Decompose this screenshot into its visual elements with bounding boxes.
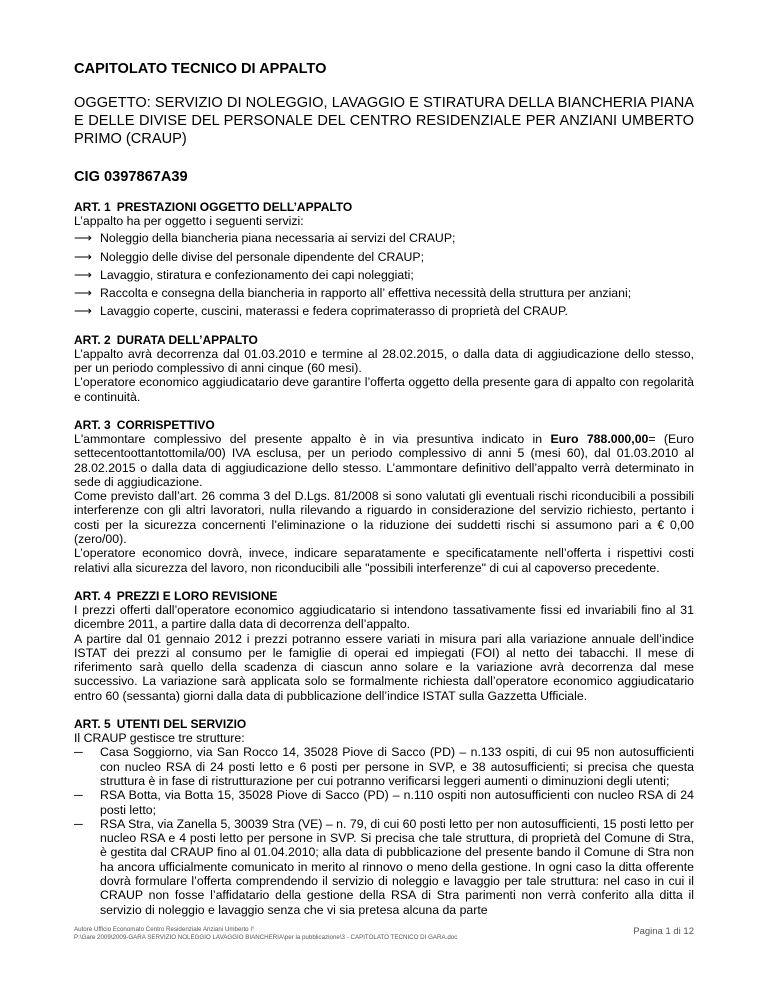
article-5-list [74, 745, 694, 917]
paragraph: L'ammontare complessivo del presente appalto è in via presuntiva indicato in Euro 788.000,00= (Euro settecentoottantottomila/00) IVA esclusa, per un periodo complessivo di anni 5 (mesi 60), dal 01.03.2010 al 28.02.2015 o dalla data di aggiudicazione dello stesso. L’ammontare definitivo dell’appalto verrà determinato in sede di aggiudicazione. [74, 431, 694, 489]
list-item: ─ RSA Stra, via Zanella 5, 30039 Stra (VE) – n. 79, di cui 60 posti letto per non autosufficienti, 15 posti letto per nucleo RSA e 4 posti letto per persone in SVP. Si precisa che tale struttura, di proprietà del Comune di Stra, è gestita dal CRAUP fino al 01.04.2010; alla data di pubblicazione del presente bando il Comune di Stra non ha ancora ufficialmente comunicato in merito al rinnovo o meno della gestione. In ogni caso la ditta offerente dovrà formulare l’offerta comprendendo il servizio di noleggio e lavaggio per tale struttura: nel caso in cui il CRAUP non fosse l’affidatario della gestione della RSA di Stra parimenti non verrà conferito alla ditta il servizio di noleggio e lavaggio senza che vi sia pretesa alcuna da parte [74, 816, 694, 917]
list-item: ⟶ Lavaggio, stiratura e confezionamento dei capi noleggiati; [74, 267, 414, 282]
article-title: CORRISPETTIVO [116, 417, 215, 432]
article-4-heading [74, 589, 694, 603]
paragraph: L’appalto avrà decorrenza dal 01.03.2010 e termine al 28.02.2015, o dalla data di aggiudicazione dello stesso, per un periodo complessivo di anni cinque (60 mesi). [74, 346, 694, 376]
arrow-icon: ⟶ [74, 231, 92, 246]
article-number: ART. 2 [74, 332, 111, 347]
page-footer [74, 926, 694, 942]
article-title: DURATA DELL’APPALTO [116, 332, 258, 347]
article-number: ART. 5 [74, 717, 111, 732]
article-2 [74, 333, 694, 404]
list-item: ⟶ Lavaggio coperte, cuscini, materassi e federa coprimaterasso di proprietà del CRAUP. [74, 304, 568, 319]
dash-icon: ─ [74, 816, 83, 831]
article-1 [74, 200, 694, 319]
arrow-icon: ⟶ [74, 304, 92, 319]
article-1-list [74, 231, 694, 318]
list-item: ─ RSA Botta, via Botta 15, 35028 Piove di Sacco (PD) – n.110 ospiti non autosufficienti con nucleo RSA di 24 posti letto; [74, 788, 694, 817]
document-subject: OGGETTO: SERVIZIO DI NOLEGGIO, LAVAGGIO E STIRATURA DELLA BIANCHERIA PIANA E DELLE DIVISE DEL PERSONALE DEL CENTRO RESIDENZIALE PER ANZIANI UMBERTO PRIMO (CRAUP) [74, 95, 694, 147]
footer-file-path: P:\Gare 2009\2009-GARA SERVIZIO NOLEGGIO LAVAGGIO BIANCHERIA\per la pubblicazione\3 - CAPITOLATO TECNICO DI GARA.doc [74, 934, 458, 941]
document-page [74, 60, 694, 917]
article-1-intro: L’appalto ha per oggetto i seguenti servizi: [74, 214, 304, 228]
arrow-icon: ⟶ [74, 267, 92, 282]
dash-icon: ─ [74, 745, 83, 760]
arrow-icon: ⟶ [74, 286, 92, 301]
paragraph: A partire dal 01 gennaio 2012 i prezzi potranno essere variati in misura pari alla variazione annuale dell’indice ISTAT dei prezzi al consumo per le famiglie di operai ed impiegati (FOI) al netto dei tabacchi. Il mese di riferimento sarà quello della scadenza di ciascun anno solare e la variazione avrà decorrenza dal mese successivo. La variazione sarà applicata solo se formalmente richiesta dall’operatore economico aggiudicatario entro 60 (sessanta) giorni dalla data di pubblicazione dell’indice ISTAT sulla Gazzetta Ufficiale. [74, 631, 694, 703]
paragraph: Come previsto dall’art. 26 comma 3 del D.Lgs. 81/2008 si sono valutati gli eventuali rischi riconducibili a possibili interferenze con gli altri lavoratori, nulla rilevando a riguardo in considerazione del servizio richiesto, pertanto i costi per la sicurezza concernenti l’eliminazione o la riduzione dei suddetti rischi si assumono pari a € 0,00 (zero/00). [74, 489, 694, 547]
page-number: Pagina 1 di 12 [633, 926, 694, 937]
paragraph: I prezzi offerti dall’operatore economico aggiudicatario si intendono tassativamente fissi ed invariabili fino al 31 dicembre 2011, a partire dalla data di decorrenza dell’appalto. [74, 602, 694, 632]
amount: Euro 788.000,00 [550, 431, 649, 446]
paragraph: L’operatore economico aggiudicatario deve garantire l’offerta oggetto della presente gara di appalto con regolarità e continuità. [74, 375, 694, 404]
article-5 [74, 717, 694, 917]
article-3 [74, 418, 694, 575]
dash-icon: ─ [74, 788, 83, 803]
article-number: ART. 4 [74, 588, 111, 603]
paragraph: L’operatore economico dovrà, invece, indicare separatamente e specificatamente nell’offerta i rispettivi costi relativi alla sicurezza del lavoro, non riconducibili alle "possibili interferenze" di cui al capoverso precedente. [74, 546, 694, 575]
article-number: ART. 3 [74, 417, 111, 432]
article-2-heading [74, 333, 694, 347]
article-5-heading [74, 717, 694, 731]
document-title: CAPITOLATO TECNICO DI APPALTO [74, 61, 327, 77]
cig-code: CIG 0397867A39 [74, 169, 188, 185]
article-title: UTENTI DEL SERVIZIO [116, 717, 247, 732]
list-item: ⟶ Noleggio delle divise del personale dipendente del CRAUP; [74, 249, 425, 264]
list-item: ⟶ Raccolta e consegna della biancheria in rapporto all’ effettiva necessità della struttura per anziani; [74, 286, 632, 301]
article-4 [74, 589, 694, 703]
article-number: ART. 1 [74, 200, 111, 214]
article-3-heading [74, 418, 694, 432]
arrow-icon: ⟶ [74, 249, 92, 264]
article-title: PRESTAZIONI OGGETTO DELL’APPALTO [116, 200, 353, 214]
footer-author: Autore Ufficio Economato Centro Residenziale Anziani Umberto I° [74, 926, 255, 933]
article-1-heading [74, 200, 694, 214]
list-item: ─ Casa Soggiorno, via San Rocco 14, 35028 Piove di Sacco (PD) – n.133 ospiti, di cui 95 non autosufficienti con nucleo RSA di 24 posti letto e 6 posti per persone in SVP, e 38 autosufficienti; si precisa che questa struttura è in fase di ristrutturazione per cui potranno verificarsi leggeri aumenti o diminuzioni degli utenti; [74, 745, 694, 788]
list-item: ⟶ Noleggio della biancheria piana necessaria ai servizi del CRAUP; [74, 231, 456, 246]
article-5-intro: Il CRAUP gestisce tre strutture: [74, 731, 245, 746]
article-title: PREZZI E LORO REVISIONE [116, 588, 278, 603]
